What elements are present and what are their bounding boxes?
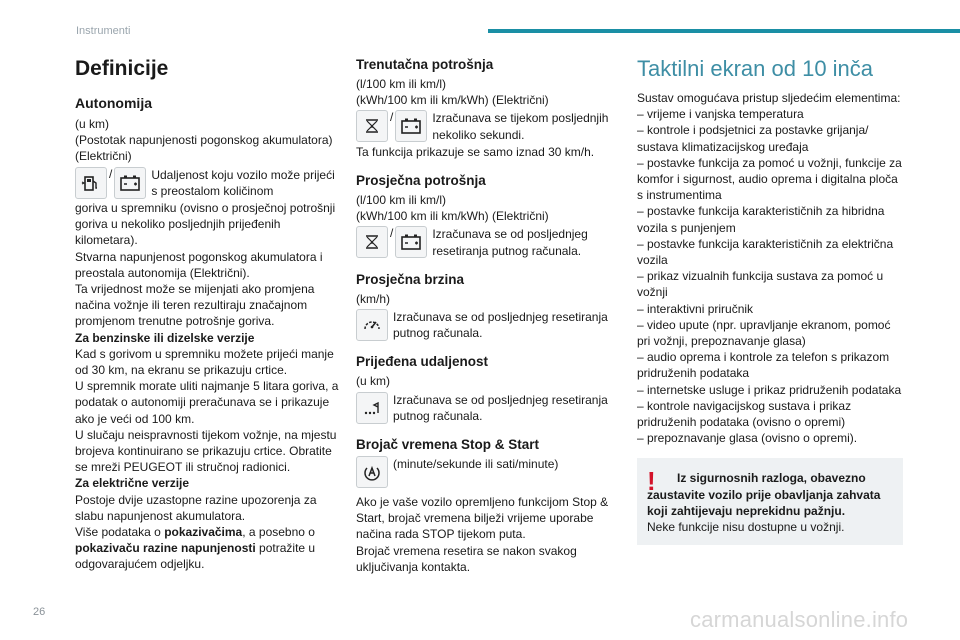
autonomy-p6: U slučaju neispravnosti tijekom vožnje, na mjestu brojeva kontinuirano se prikazuju crtice. Obratite se mreži PEUGEOT ili stručnoj radionici. [75, 427, 337, 475]
stopstart-p1: Ako je vaše vozilo opremljeno funkcijom Stop & Start, brojač vremena bilježi vrijeme uporabe načina rada STOP tijekom puta. [356, 495, 609, 542]
exclamation-icon: ! [647, 466, 656, 497]
list-item: – video upute (npr. upravljanje ekranom, pomoć pri vožnji, prepoznavanje glasa) [637, 317, 891, 349]
section-title: Instrumenti [76, 25, 131, 37]
autonomy-p3: Ta vrijednost može se mijenjati ako promjena načina vožnje ili teren rezultiraju značajnom promjenom trenutne potrošnje goriva. [75, 282, 315, 329]
column-definitions [75, 56, 341, 573]
heading-distance: Prijeđena udaljenost [356, 354, 489, 370]
list-item: – postavke funkcija karakterističnih za hibridna vozila s punjenjem [637, 204, 885, 235]
header-accent-bar [488, 29, 960, 33]
average-icon-text: Izračunava se od posljednjeg resetiranja putnog računala. [432, 227, 588, 258]
battery-icon [395, 226, 427, 258]
warning-box [637, 458, 903, 545]
heading-electric: Za električne verzije [75, 476, 190, 491]
speedometer-icon [356, 309, 388, 341]
autonomy-p8: Više podataka o pokazivačima, a posebno o pokazivaču razine napunjenosti potražite u odgovarajućem odjeljku. [75, 525, 316, 572]
unit-l100: (l/100 km ili km/l) [356, 193, 447, 208]
unit-kwh100: (kWh/100 km ili km/kWh) (Električni) [356, 209, 549, 224]
heading-petrol-diesel: Za benzinske ili dizelske verzije [75, 330, 255, 345]
touchscreen-intro: Sustav omogućava pristup sljedećim elementima: [637, 91, 901, 105]
column-touchscreen [637, 56, 903, 545]
unit-l100: (l/100 km ili km/l) [356, 77, 447, 91]
list-item: – interaktivni priručnik [637, 301, 754, 316]
heading-average-speed: Prosječna brzina [356, 271, 465, 287]
touchscreen-title: Taktilni ekran od 10 inča [637, 56, 874, 81]
instant-icon-row [356, 110, 618, 142]
autonomy-p7: Postoje dvije uzastopne razine upozorenja za slabu napunjenost akumulatora. [75, 492, 317, 523]
average-icon-row [356, 226, 618, 258]
heading-average-consumption: Prosječna potrošnja [356, 173, 486, 189]
speed-icon-row [356, 309, 618, 341]
autonomy-p4: Kad s gorivom u spremniku možete prijeći manje od 30 km, na ekranu se prikazuju crtice. [75, 346, 334, 378]
watermark: carmanualsonline.info [690, 607, 909, 632]
heading-autonomija: Autonomija [75, 95, 152, 111]
autonomy-p1: goriva u spremniku (ovisno o prosječnoj potrošnji goriva u nekoliko posljednjih prijeđenih kilometara). [75, 201, 336, 248]
speed-icon-text: Izračunava se od posljednjeg resetiranja putnog računala. [393, 310, 608, 341]
fuel-pump-icon [75, 167, 107, 199]
unit-km: (u km) [75, 117, 109, 131]
fuel-consumption-icon [356, 110, 388, 142]
column-trip-computer [356, 56, 618, 575]
unit-battery: (Postotak napunjenosti pogonskog akumulatora) (Električni) [75, 133, 333, 164]
warning-text: Neke funkcije nisu dostupne u vožnji. [647, 520, 845, 535]
warning-bold: Iz sigurnosnih razloga, obavezno zaustavite vozilo prije obavljanja zahvata koji zahtijevaju neprekidnu pažnju. [647, 471, 881, 518]
autonomy-p2: Stvarna napunjenost pogonskog akumulatora i preostala autonomija (Električni). [75, 249, 323, 280]
slash: / [390, 226, 394, 241]
page-number: 26 [33, 606, 46, 618]
stopstart-p2: Brojač vremena resetira se nakon svakog uključivanja kontakta. [356, 543, 577, 574]
instant-note: Ta funkcija prikazuje se samo iznad 30 km/h. [356, 144, 595, 159]
list-item: – audio oprema i kontrole za telefon s prikazom pridruženih podataka [637, 350, 890, 381]
unit-kwh100: (kWh/100 km ili km/kWh) (Električni) [356, 93, 549, 108]
slash: / [390, 110, 394, 125]
distance-icon [356, 392, 388, 424]
stopstart-icon-text: (minute/sekunde ili sati/minute) [393, 457, 559, 472]
list-item: – prepoznavanje glasa (ovisno o opremi). [637, 431, 858, 446]
autonomy-p5: U spremnik morate uliti najmanje 5 litara goriva, a podatak o autonomiji preračunava se i prikazuje ako je veći od 100 km. [75, 379, 339, 426]
list-item: – kontrole navigacijskog sustava i prikaz pridruženih podataka (ovisno o opremi) [637, 398, 852, 430]
page-title: Definicije [75, 57, 169, 80]
unit-kmh: (km/h) [356, 291, 390, 306]
slash: / [109, 166, 113, 181]
distance-icon-text: Izračunava se od posljednjeg resetiranja putnog računala. [393, 392, 608, 423]
heading-stop-start: Brojač vremena Stop & Start [356, 437, 540, 453]
list-item: – internetske usluge i prikaz pridruženih podataka [637, 382, 902, 397]
list-item: – kontrole i podsjetnici za postavke grijanja/ sustava klimatizacijskog uređaja [637, 123, 869, 154]
instant-icon-text: Izračunava se tijekom posljednjih nekoliko sekundi. [432, 111, 609, 142]
distance-icon-row [356, 392, 618, 424]
stop-start-icon [356, 456, 388, 488]
list-item: – postavke funkcija za pomoć u vožnji, funkcije za komfor i sigurnost, audio oprema i digitalna ploča s instrumentima [637, 155, 902, 203]
battery-icon [395, 110, 427, 142]
list-item: – postavke funkcija karakterističnih za električna vozila [637, 236, 894, 268]
list-item: – vrijeme i vanjska temperatura [637, 107, 804, 122]
list-item: – prikaz vizualnih funkcija sustava za pomoć u vožnji [637, 269, 884, 300]
unit-km: (u km) [356, 374, 390, 389]
autonomy-icon-row [75, 167, 341, 199]
stopstart-icon-row [356, 456, 618, 488]
fuel-consumption-icon [356, 226, 388, 258]
heading-instant-consumption: Trenutačna potrošnja [356, 57, 494, 72]
autonomy-icon-text: Udaljenost koju vozilo može prijeći s preostalom količinom [151, 167, 335, 198]
battery-icon [114, 167, 146, 199]
